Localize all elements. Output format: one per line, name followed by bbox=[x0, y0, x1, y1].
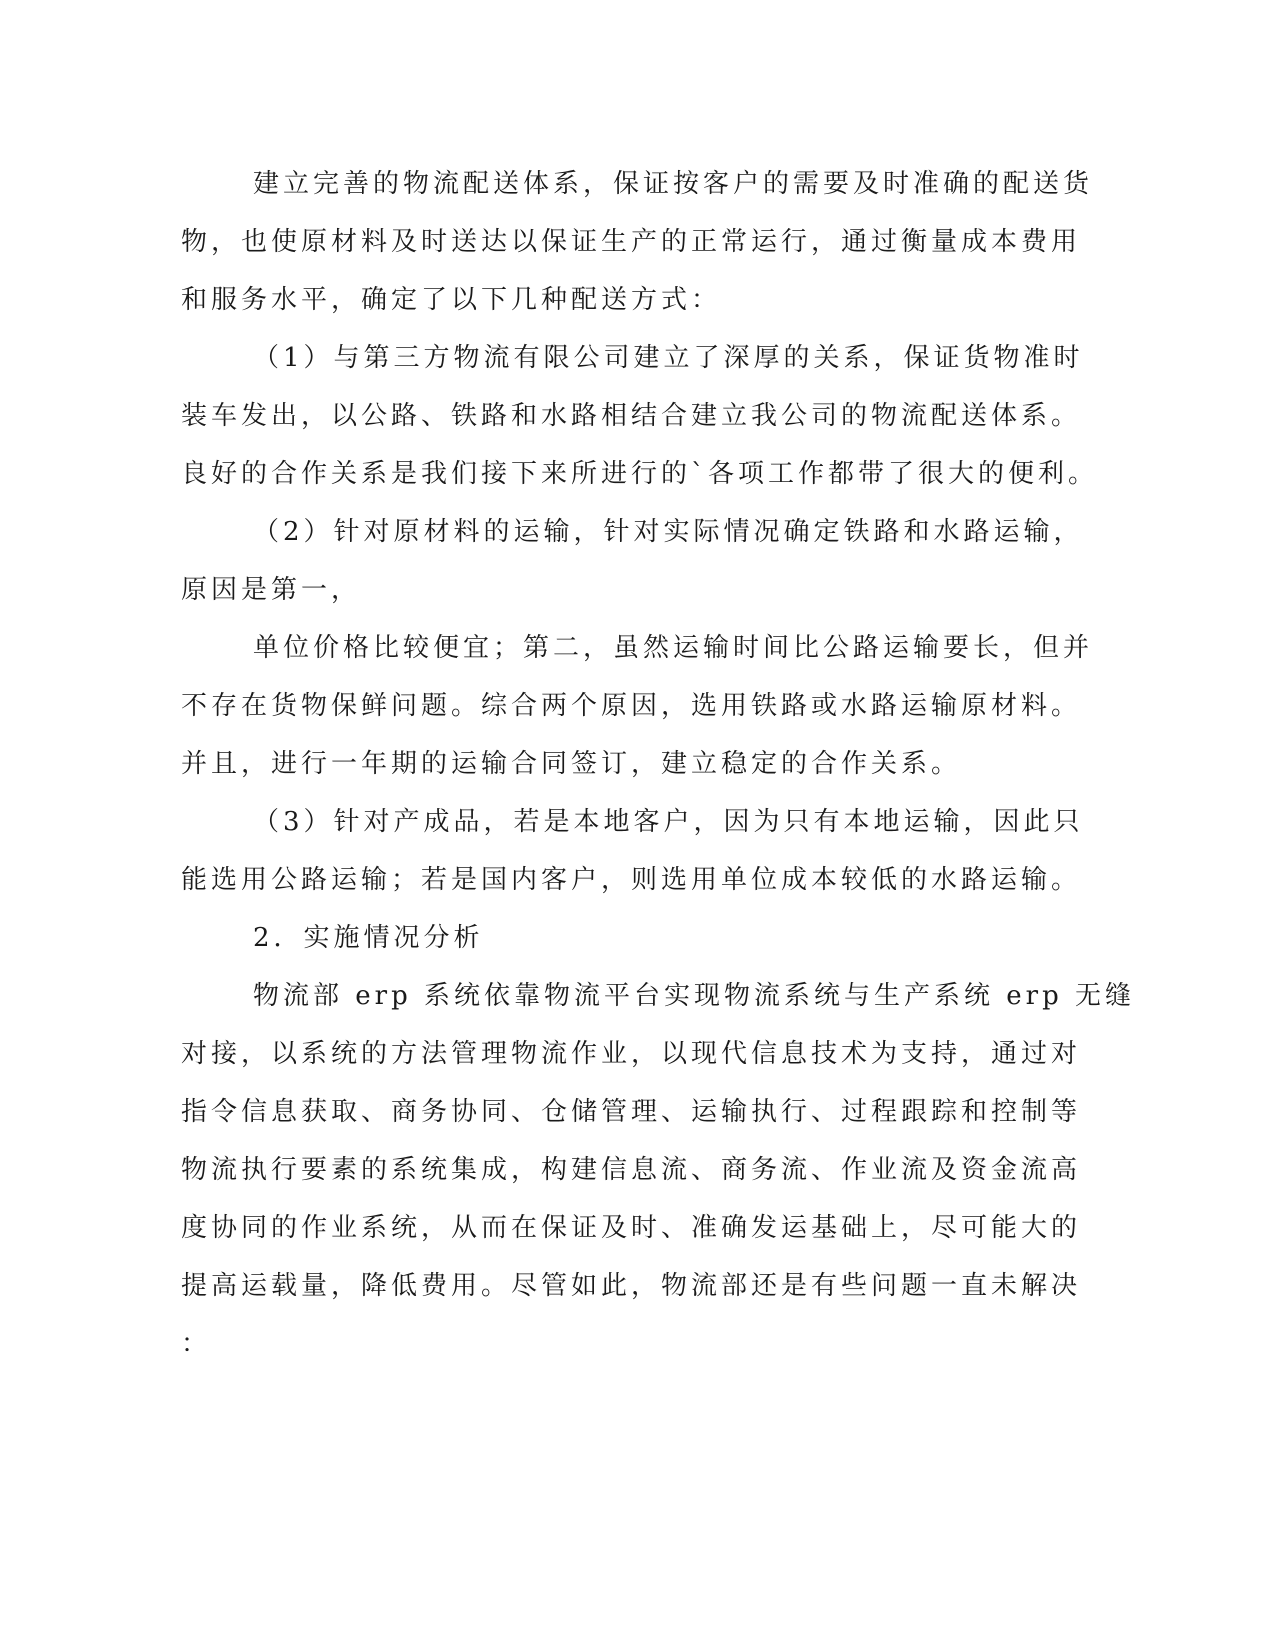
text-line: 物流部 erp 系统依靠物流平台实现物流系统与生产系统 erp 无缝 bbox=[253, 981, 1135, 1011]
text-line: 对接，以系统的方法管理物流作业，以现代信息技术为支持，通过对 bbox=[181, 1039, 1082, 1069]
text-line: 能选用公路运输；若是国内客户，则选用单位成本较低的水路运输。 bbox=[181, 865, 1082, 895]
text-line: 物，也使原材料及时送达以保证生产的正常运行，通过衡量成本费用 bbox=[181, 227, 1082, 257]
text-line: 指令信息获取、商务协同、仓储管理、运输执行、过程跟踪和控制等 bbox=[181, 1097, 1082, 1127]
text-line: 建立完善的物流配送体系，保证按客户的需要及时准确的配送货 bbox=[253, 169, 1094, 199]
section-heading: 2．实施情况分析 bbox=[253, 923, 484, 953]
text-line: （3）针对产成品，若是本地客户，因为只有本地运输，因此只 bbox=[253, 807, 1084, 837]
text-line: 装车发出，以公路、铁路和水路相结合建立我公司的物流配送体系。 bbox=[181, 401, 1082, 431]
text-line: 度协同的作业系统，从而在保证及时、准确发运基础上，尽可能大的 bbox=[181, 1213, 1082, 1243]
text-line: （2）针对原材料的运输，针对实际情况确定铁路和水路运输， bbox=[253, 517, 1084, 547]
text-line: 物流执行要素的系统集成，构建信息流、商务流、作业流及资金流高 bbox=[181, 1155, 1082, 1185]
text-line: ： bbox=[181, 1329, 212, 1359]
text-line: 和服务水平，确定了以下几种配送方式： bbox=[181, 285, 722, 315]
body-text bbox=[181, 155, 1135, 1373]
text-line: （1）与第三方物流有限公司建立了深厚的关系，保证货物准时 bbox=[253, 343, 1084, 373]
text-line: 不存在货物保鲜问题。综合两个原因，选用铁路或水路运输原材料。 bbox=[181, 691, 1082, 721]
text-line: 并且，进行一年期的运输合同签订，建立稳定的合作关系。 bbox=[181, 749, 962, 779]
text-line: 提高运载量，降低费用。尽管如此，物流部还是有些问题一直未解决 bbox=[181, 1271, 1082, 1301]
text-line: 原因是第一， bbox=[181, 575, 362, 605]
text-line: 良好的合作关系是我们接下来所进行的`各项工作都带了很大的便利。 bbox=[181, 459, 1099, 489]
text-line: 单位价格比较便宜；第二，虽然运输时间比公路运输要长，但并 bbox=[253, 633, 1094, 663]
